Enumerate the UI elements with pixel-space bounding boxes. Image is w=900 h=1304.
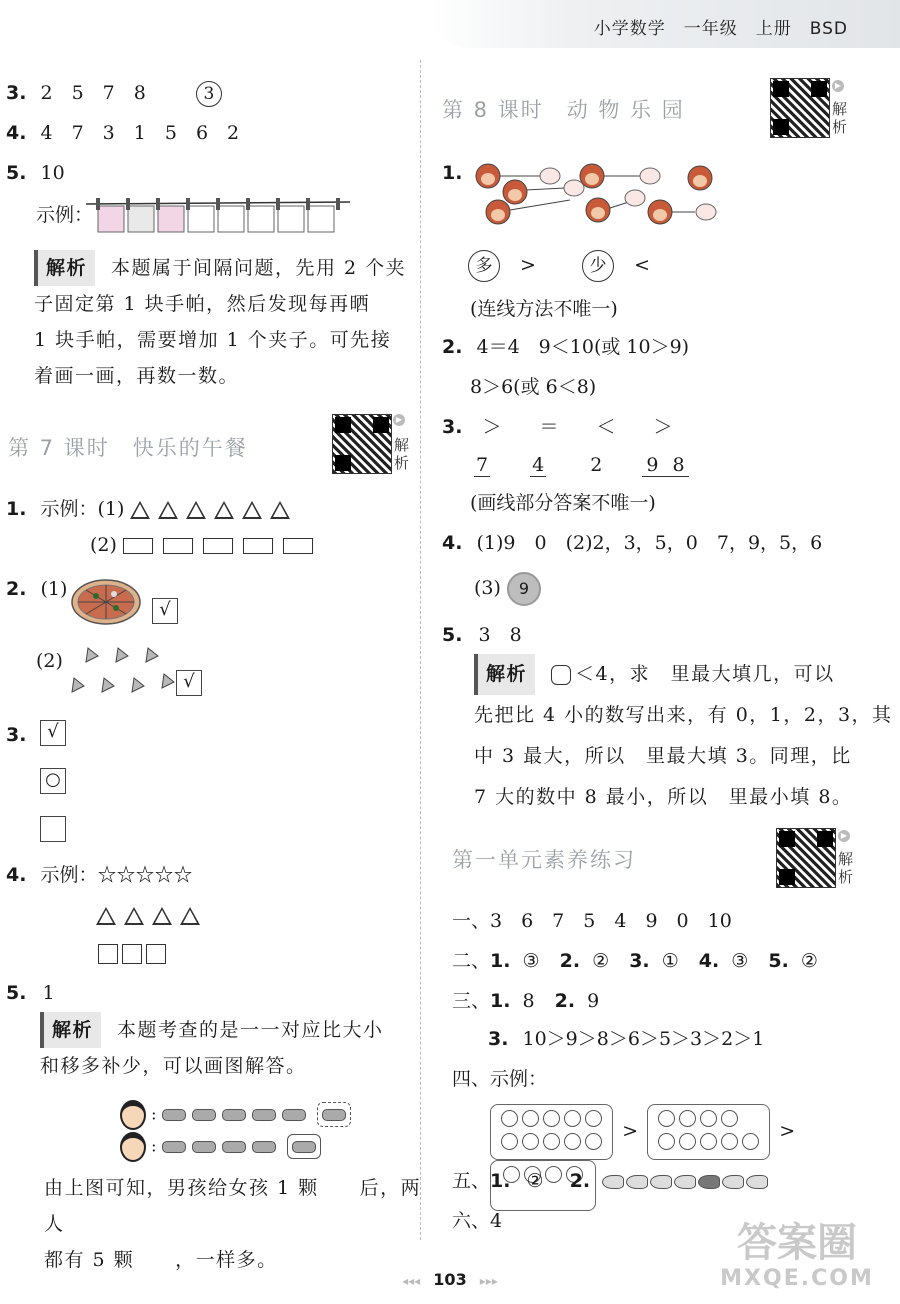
lesson8-q3-note: (画线部分答案不唯一) (470, 492, 656, 514)
unit-title: 第一单元素养练习 (452, 848, 636, 872)
qr-caption: 解析 (832, 100, 848, 136)
checkbox-checked: √ (176, 670, 202, 696)
unit-part-5: 五、1. ② 2. (452, 1168, 770, 1194)
candy-diagram-girl: : (120, 1132, 321, 1162)
boy-face-icon (120, 1100, 146, 1130)
header-title: 小学数学 一年级 上册 BSD (593, 19, 848, 39)
rectangle-shape (123, 538, 153, 554)
lesson8-q1-label: 1. (442, 162, 463, 184)
lesson8-q2-line2: 8＞6(或 6＜8) (470, 376, 597, 398)
analysis-block-2: 解析 本题考查的是一一对应比大小 和移多补少，可以画图解答。 (40, 1012, 420, 1084)
answer-4: 4. 4 7 3 1 5 6 2 (6, 122, 240, 144)
answer-3: 3. 2 5 7 8 3 (6, 80, 222, 107)
play-icon: ▶ (832, 80, 844, 92)
pizza-illustration (70, 576, 142, 626)
analysis-tag: 解析 (474, 654, 535, 695)
unit-part-3: 三、1. 8 2. 9 (452, 990, 600, 1012)
fish-row (602, 1170, 770, 1192)
lesson7-q2: 2. (1) (6, 578, 68, 600)
lesson7-q3: 3. (6, 724, 27, 746)
qr-code-icon[interactable] (332, 414, 392, 474)
lesson7-q5: 5. 1 (6, 982, 55, 1004)
answer-5: 5. 10 (6, 162, 65, 184)
analysis-tag: 解析 (40, 1012, 101, 1048)
example-label: 示例： (36, 204, 94, 226)
square-row (98, 940, 170, 966)
ring-groups: > > (490, 1104, 900, 1211)
lesson8-q4: 4. (1)9 0 (2)2，3，5，0 7，9，5，6 (442, 532, 823, 554)
triangle-row (96, 902, 208, 928)
circled-more: 多 (468, 250, 500, 282)
girl-face-icon (120, 1132, 146, 1162)
lesson8-q3-values: 7 4 2 9 8 (474, 452, 689, 478)
conclusion-text: 由上图可知，男孩给女孩 1 颗 后，两人 都有 5 颗 ，一样多。 (44, 1177, 422, 1271)
monkeys-peaches-illustration (470, 160, 720, 230)
star-shapes: ☆☆☆☆☆ (97, 864, 193, 886)
checkbox-checked: √ (152, 598, 178, 624)
lesson8-q4-part3: (3) 9 (474, 572, 541, 606)
unit-part-4: 四、示例： (452, 1068, 548, 1090)
checkbox-empty (40, 816, 66, 842)
unit-part-1: 一、3 6 7 5 4 9 0 10 (452, 910, 732, 932)
analysis-block-3: 解析 ＜4，求 里最大填几，可以 先把比 4 小的数写出来，有 0，1，2，3，其 中 3 最大，所以 里最大填 3。同理，比 7 大的数中 8 最小，所以 里最小填 8。 (474, 654, 894, 818)
qr-code-icon[interactable] (770, 78, 830, 138)
chicken-wings-illustration (70, 644, 180, 700)
qr-caption: 解析 (838, 850, 854, 886)
qr-caption: 解析 (394, 436, 410, 472)
lesson-8-title: 第 8 课时 动 物 乐 园 (442, 98, 685, 122)
lesson8-q1-answer: 多 > 少 < (468, 250, 650, 282)
checkbox-checked: √ (40, 720, 66, 746)
play-icon: ▶ (838, 830, 850, 842)
lesson7-q1-part2: (2) (90, 532, 323, 558)
qr-code-icon[interactable] (776, 828, 836, 888)
lesson-7-title: 第 7 课时 快乐的午餐 (8, 436, 248, 460)
page-number: ◂◂◂ 103 ▸▸▸ (402, 1270, 498, 1289)
checkbox-circle: ○ (40, 768, 66, 794)
clothesline-illustration (84, 196, 354, 244)
lesson7-q4: 4. 示例：☆☆☆☆☆ (6, 864, 193, 886)
unit-part-6: 六、4 (452, 1210, 503, 1232)
lesson8-q1-note: (连线方法不唯一) (470, 298, 618, 320)
lesson7-q1: 1. 示例：(1) (6, 496, 298, 522)
candy-diagram-boy: : (120, 1100, 351, 1130)
column-divider (420, 60, 421, 1240)
site-watermark: 答案圈 MXQE.COM (720, 1220, 874, 1291)
ring-group-10 (490, 1104, 613, 1160)
circled-less: 少 (582, 250, 614, 282)
ball-nine-icon: 9 (507, 572, 541, 606)
play-icon: ▶ (393, 414, 405, 426)
unit-part-3-3: 3. 10＞9＞8＞6＞5＞3＞2＞1 (488, 1028, 765, 1050)
lesson8-q2: 2. 4＝4 9＜10(或 10＞9) (442, 336, 690, 358)
triangle-shape (130, 501, 150, 519)
circled-answer: 3 (196, 81, 222, 107)
analysis-tag: 解析 (34, 250, 95, 286)
lesson7-q2-part2: (2) (36, 650, 63, 672)
analysis-block-1: 解析 本题属于间隔问题，先用 2 个夹 子固定第 1 块手帕，然后发现每再晒 1 块手帕，需要增加 1 个夹子。可先接 着画一画，再数一数。 (34, 250, 414, 394)
unit-part-2: 二、1. ③ 2. ② 3. ① 4. ③ 5. ② (452, 950, 818, 972)
lesson8-q5: 5. 3 8 (442, 624, 522, 646)
lesson8-q3: 3. ＞ ＝ ＜ ＞ (442, 416, 673, 438)
ring-group-9 (647, 1104, 770, 1160)
